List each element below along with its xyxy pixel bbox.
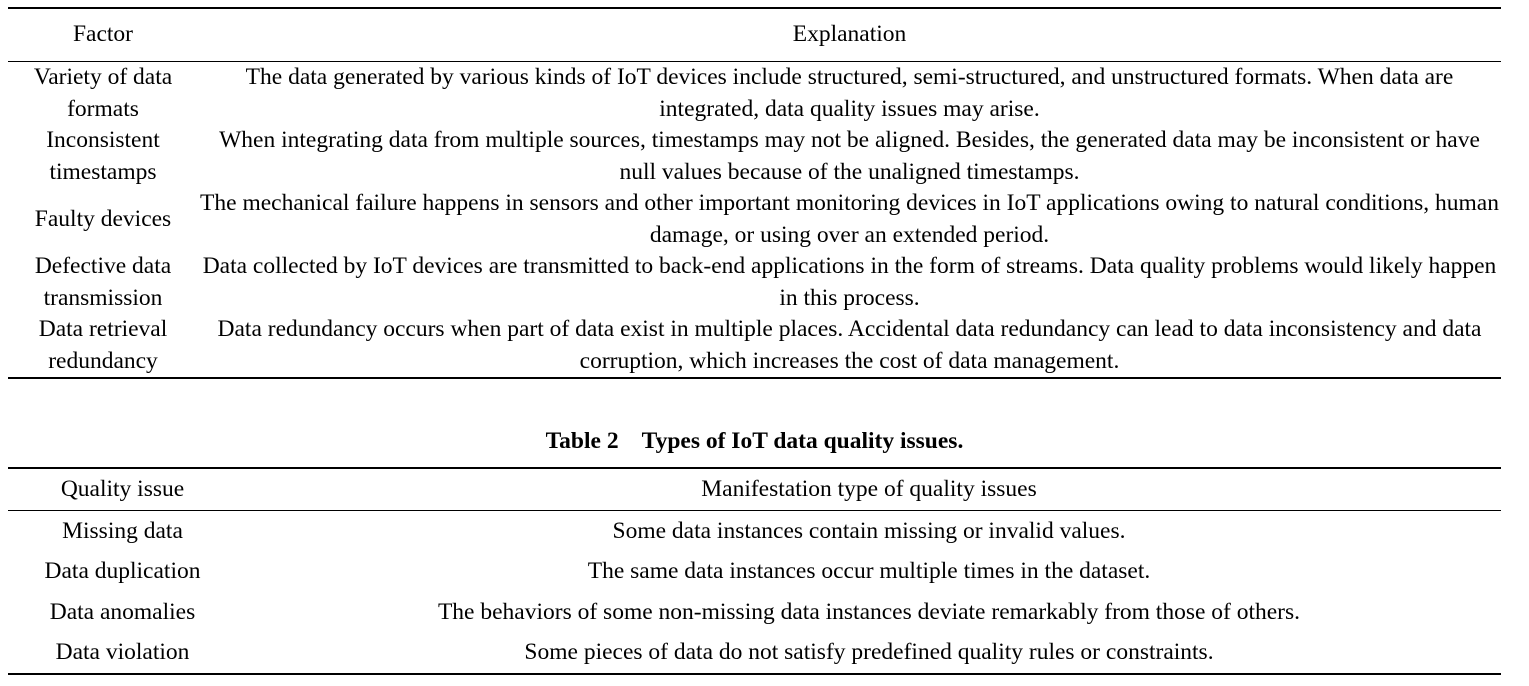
quality-issue-cell: Missing data xyxy=(62,517,183,544)
iot-data-quality-issues-table xyxy=(8,467,1501,675)
table-row xyxy=(8,125,1501,188)
table-row xyxy=(8,251,1501,314)
factor-cell: Defective data transmission xyxy=(34,253,172,311)
column-header-explanation: Explanation xyxy=(198,8,1501,62)
explanation-cell: The mechanical failure happens in sensors and other important monitoring devices in IoT applications owing to natural conditions, human damage, or using over an extended period. xyxy=(200,190,1499,248)
column-header-factor: Factor xyxy=(8,8,198,62)
table-header-row xyxy=(8,468,1501,511)
factor-cell: Variety of data formats xyxy=(33,64,173,122)
table-row xyxy=(8,511,1501,552)
iot-data-quality-factors-table xyxy=(8,7,1501,379)
table-2-caption: Table 2 Types of IoT data quality issues. xyxy=(545,428,964,454)
explanation-cell: When integrating data from multiple sources, timestamps may not be aligned. Besides, the generated data may be inconsistent or have null values because of the unaligned timestamps. xyxy=(219,127,1480,185)
factor-cell: Inconsistent timestamps xyxy=(46,127,160,185)
table-header-row xyxy=(8,8,1501,62)
explanation-cell: Data redundancy occurs when part of data exist in multiple places. Accidental data redundancy can lead to data inconsistency and data corruption, which increases the cost of data management. xyxy=(198,314,1501,378)
factor-cell: Data retrieval redundancy xyxy=(8,314,198,378)
table-row xyxy=(8,633,1501,675)
explanation-cell: The data generated by various kinds of IoT devices include structured, semi-structured, and unstructured formats. When data are integrated, data quality issues may arise. xyxy=(245,64,1454,122)
table-row xyxy=(8,314,1501,378)
table-row xyxy=(8,62,1501,126)
quality-issue-cell: Data violation xyxy=(8,633,237,675)
table-row xyxy=(8,188,1501,251)
manifestation-cell: Some data instances contain missing or invalid values. xyxy=(612,517,1126,544)
quality-issue-cell: Data anomalies xyxy=(49,598,196,625)
table-row xyxy=(8,552,1501,593)
manifestation-cell: Some pieces of data do not satisfy predefined quality rules or constraints. xyxy=(237,633,1501,675)
quality-issue-cell: Data duplication xyxy=(44,558,201,584)
manifestation-cell: The behaviors of some non-missing data instances deviate remarkably from those of others. xyxy=(437,598,1301,625)
explanation-cell: Data collected by IoT devices are transmitted to back-end applications in the form of streams. Data quality problems would likely happen in this process. xyxy=(202,253,1497,311)
factor-cell: Faulty devices xyxy=(34,205,172,232)
table-row xyxy=(8,592,1501,633)
manifestation-cell: The same data instances occur multiple times in the dataset. xyxy=(587,558,1151,584)
column-header-quality-issue: Quality issue xyxy=(8,468,237,511)
column-header-manifestation: Manifestation type of quality issues xyxy=(237,468,1501,511)
